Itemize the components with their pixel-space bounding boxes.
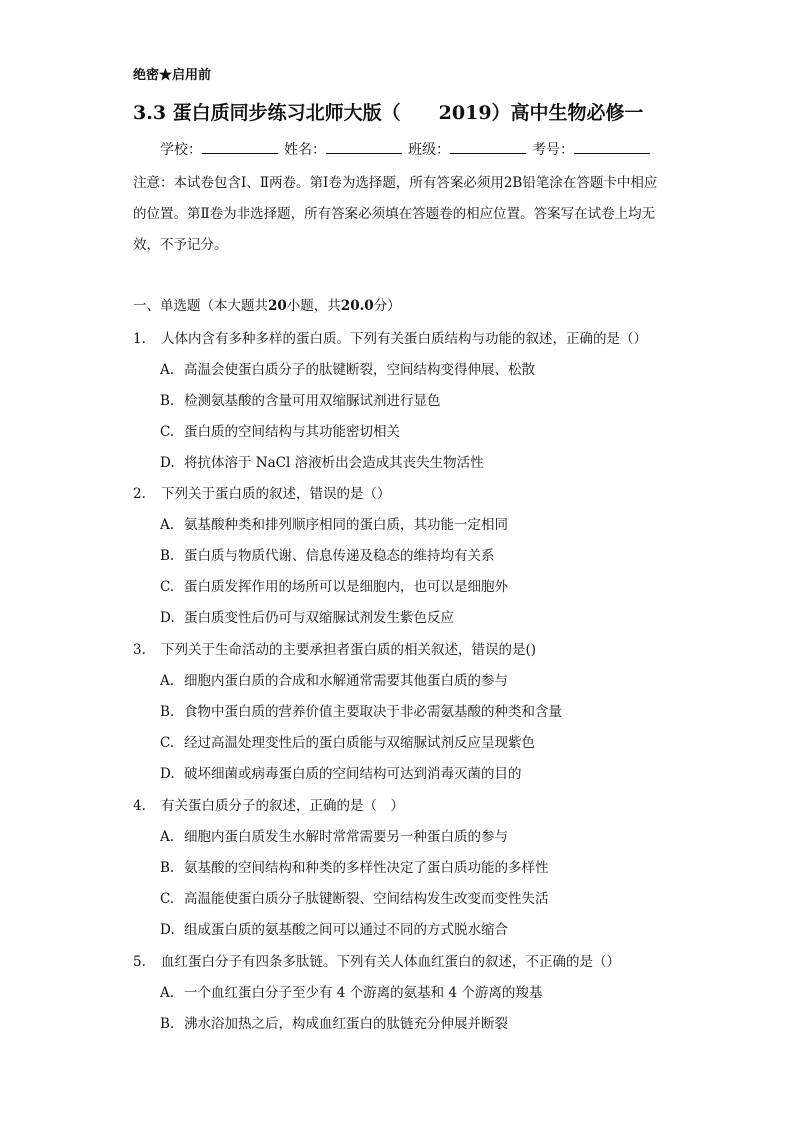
option-letter: A. — [160, 985, 175, 1001]
question-2 — [133, 482, 391, 502]
option-text: 沸水浴加热之后，构成血红蛋白的肽链充分伸展并断裂 — [184, 1016, 508, 1032]
question-stem: 有关蛋白质分子的叙述，正确的是（ ） — [161, 798, 404, 814]
option-letter: A. — [160, 829, 175, 845]
question-5 — [133, 950, 620, 970]
section-suffix: 分） — [373, 298, 401, 314]
question-number: 1. — [133, 331, 146, 347]
option-2d — [160, 606, 454, 626]
section-prefix: 一、单选题（本大题共 — [133, 298, 268, 314]
question-stem: 人体内含有多种多样的蛋白质。下列有关蛋白质结构与功能的叙述，正确的是（） — [161, 331, 647, 347]
option-4a — [160, 825, 508, 845]
option-1a — [160, 358, 535, 378]
option-text: 蛋白质的空间结构与其功能密切相关 — [184, 424, 400, 440]
exam-no-blank — [574, 139, 650, 154]
student-info-row — [160, 139, 656, 159]
option-text: 经过高温处理变性后的蛋白质能与双缩脲试剂反应呈现紫色 — [184, 735, 535, 751]
name-blank — [326, 139, 402, 154]
option-letter: B. — [160, 860, 175, 876]
option-letter: C. — [160, 424, 175, 440]
option-letter: D. — [160, 455, 175, 471]
option-text: 破坏细菌或病毒蛋白质的空间结构可达到消毒灭菌的目的 — [184, 766, 522, 782]
question-number: 4. — [133, 798, 146, 814]
option-2c — [160, 575, 508, 595]
page-title: 3.3 蛋白质同步练习北师大版（ 2019）高中生物必修一 — [133, 102, 644, 124]
option-text: 将抗体溶于 NaCl 溶液析出会造成其丧失生物活性 — [184, 455, 484, 471]
option-letter: C. — [160, 579, 175, 595]
option-1c — [160, 420, 400, 440]
option-text: 蛋白质变性后仍可与双缩脲试剂发生紫色反应 — [184, 610, 454, 626]
option-letter: B. — [160, 1016, 175, 1032]
question-stem: 血红蛋白分子有四条多肽链。下列有关人体血红蛋白的叙述，不正确的是（） — [161, 954, 620, 970]
class-label: 班级： — [408, 142, 450, 158]
question-4 — [133, 794, 404, 814]
school-blank — [202, 139, 278, 154]
option-text: 组成蛋白质的氨基酸之间可以通过不同的方式脱水缩合 — [184, 922, 508, 938]
option-1b — [160, 389, 441, 409]
option-letter: B. — [160, 548, 175, 564]
option-letter: B. — [160, 704, 175, 720]
option-1d — [160, 451, 484, 471]
option-letter: D. — [160, 766, 175, 782]
question-number: 5. — [133, 954, 146, 970]
option-text: 食物中蛋白质的营养价值主要取决于非必需氨基酸的种类和含量 — [184, 704, 562, 720]
exam-note: 注意：本试卷包含Ⅰ、Ⅱ两卷。第Ⅰ卷为选择题，所有答案必须用2B铅笔涂在答题卡中相应的位置。第Ⅱ卷为非选择题，所有答案必须填在答题卷的相应位置。答案写在试卷上均无效，不予记分。 — [133, 175, 658, 253]
class-blank — [450, 139, 526, 154]
option-text: 蛋白质发挥作用的场所可以是细胞内，也可以是细胞外 — [184, 579, 508, 595]
question-number: 2. — [133, 486, 146, 502]
option-3d — [160, 762, 522, 782]
section-count: 20 — [268, 298, 287, 314]
option-3c — [160, 731, 535, 751]
option-letter: C. — [160, 735, 175, 751]
option-text: 氨基酸的空间结构和种类的多样性决定了蛋白质功能的多样性 — [184, 860, 549, 876]
option-text: 一个血红蛋白分子至少有 4 个游离的氨基和 4 个游离的羧基 — [184, 985, 543, 1001]
option-letter: A. — [160, 673, 175, 689]
question-1 — [133, 327, 647, 347]
section-score: 20.0 — [340, 298, 374, 314]
exam-no-label: 考号： — [532, 142, 574, 158]
option-3b — [160, 700, 562, 720]
option-text: 蛋白质与物质代谢、信息传递及稳态的维持均有关系 — [184, 548, 495, 564]
question-3 — [133, 638, 536, 658]
question-number: 3. — [133, 642, 146, 658]
school-label: 学校： — [160, 142, 202, 158]
option-4b — [160, 856, 549, 876]
option-letter: C. — [160, 891, 175, 907]
question-stem: 下列关于蛋白质的叙述，错误的是（） — [161, 486, 391, 502]
option-letter: A. — [160, 362, 175, 378]
option-2b — [160, 544, 495, 564]
question-stem: 下列关于生命活动的主要承担者蛋白质的相关叙述，错误的是() — [161, 642, 537, 658]
option-5b — [160, 1012, 508, 1032]
option-letter: A. — [160, 517, 175, 533]
option-letter: D. — [160, 610, 175, 626]
option-letter: B. — [160, 393, 175, 409]
option-5a — [160, 981, 542, 1001]
option-4d — [160, 918, 508, 938]
section-middle: 小题，共 — [286, 298, 341, 314]
option-2a — [160, 513, 508, 533]
option-text: 细胞内蛋白质发生水解时常常需要另一种蛋白质的参与 — [184, 829, 508, 845]
option-letter: D. — [160, 922, 175, 938]
option-3a — [160, 669, 508, 689]
option-text: 高温会使蛋白质分子的肽键断裂，空间结构变得伸展、松散 — [184, 362, 535, 378]
option-4c — [160, 887, 549, 907]
section-heading — [133, 294, 401, 314]
name-label: 姓名： — [284, 142, 326, 158]
option-text: 检测氨基酸的含量可用双缩脲试剂进行显色 — [184, 393, 441, 409]
option-text: 氨基酸种类和排列顺序相同的蛋白质，其功能一定相同 — [184, 517, 508, 533]
option-text: 高温能使蛋白质分子肽键断裂、空间结构发生改变而变性失活 — [184, 891, 549, 907]
secret-label: 绝密★启用前 — [133, 68, 212, 83]
option-text: 细胞内蛋白质的合成和水解通常需要其他蛋白质的参与 — [184, 673, 508, 689]
